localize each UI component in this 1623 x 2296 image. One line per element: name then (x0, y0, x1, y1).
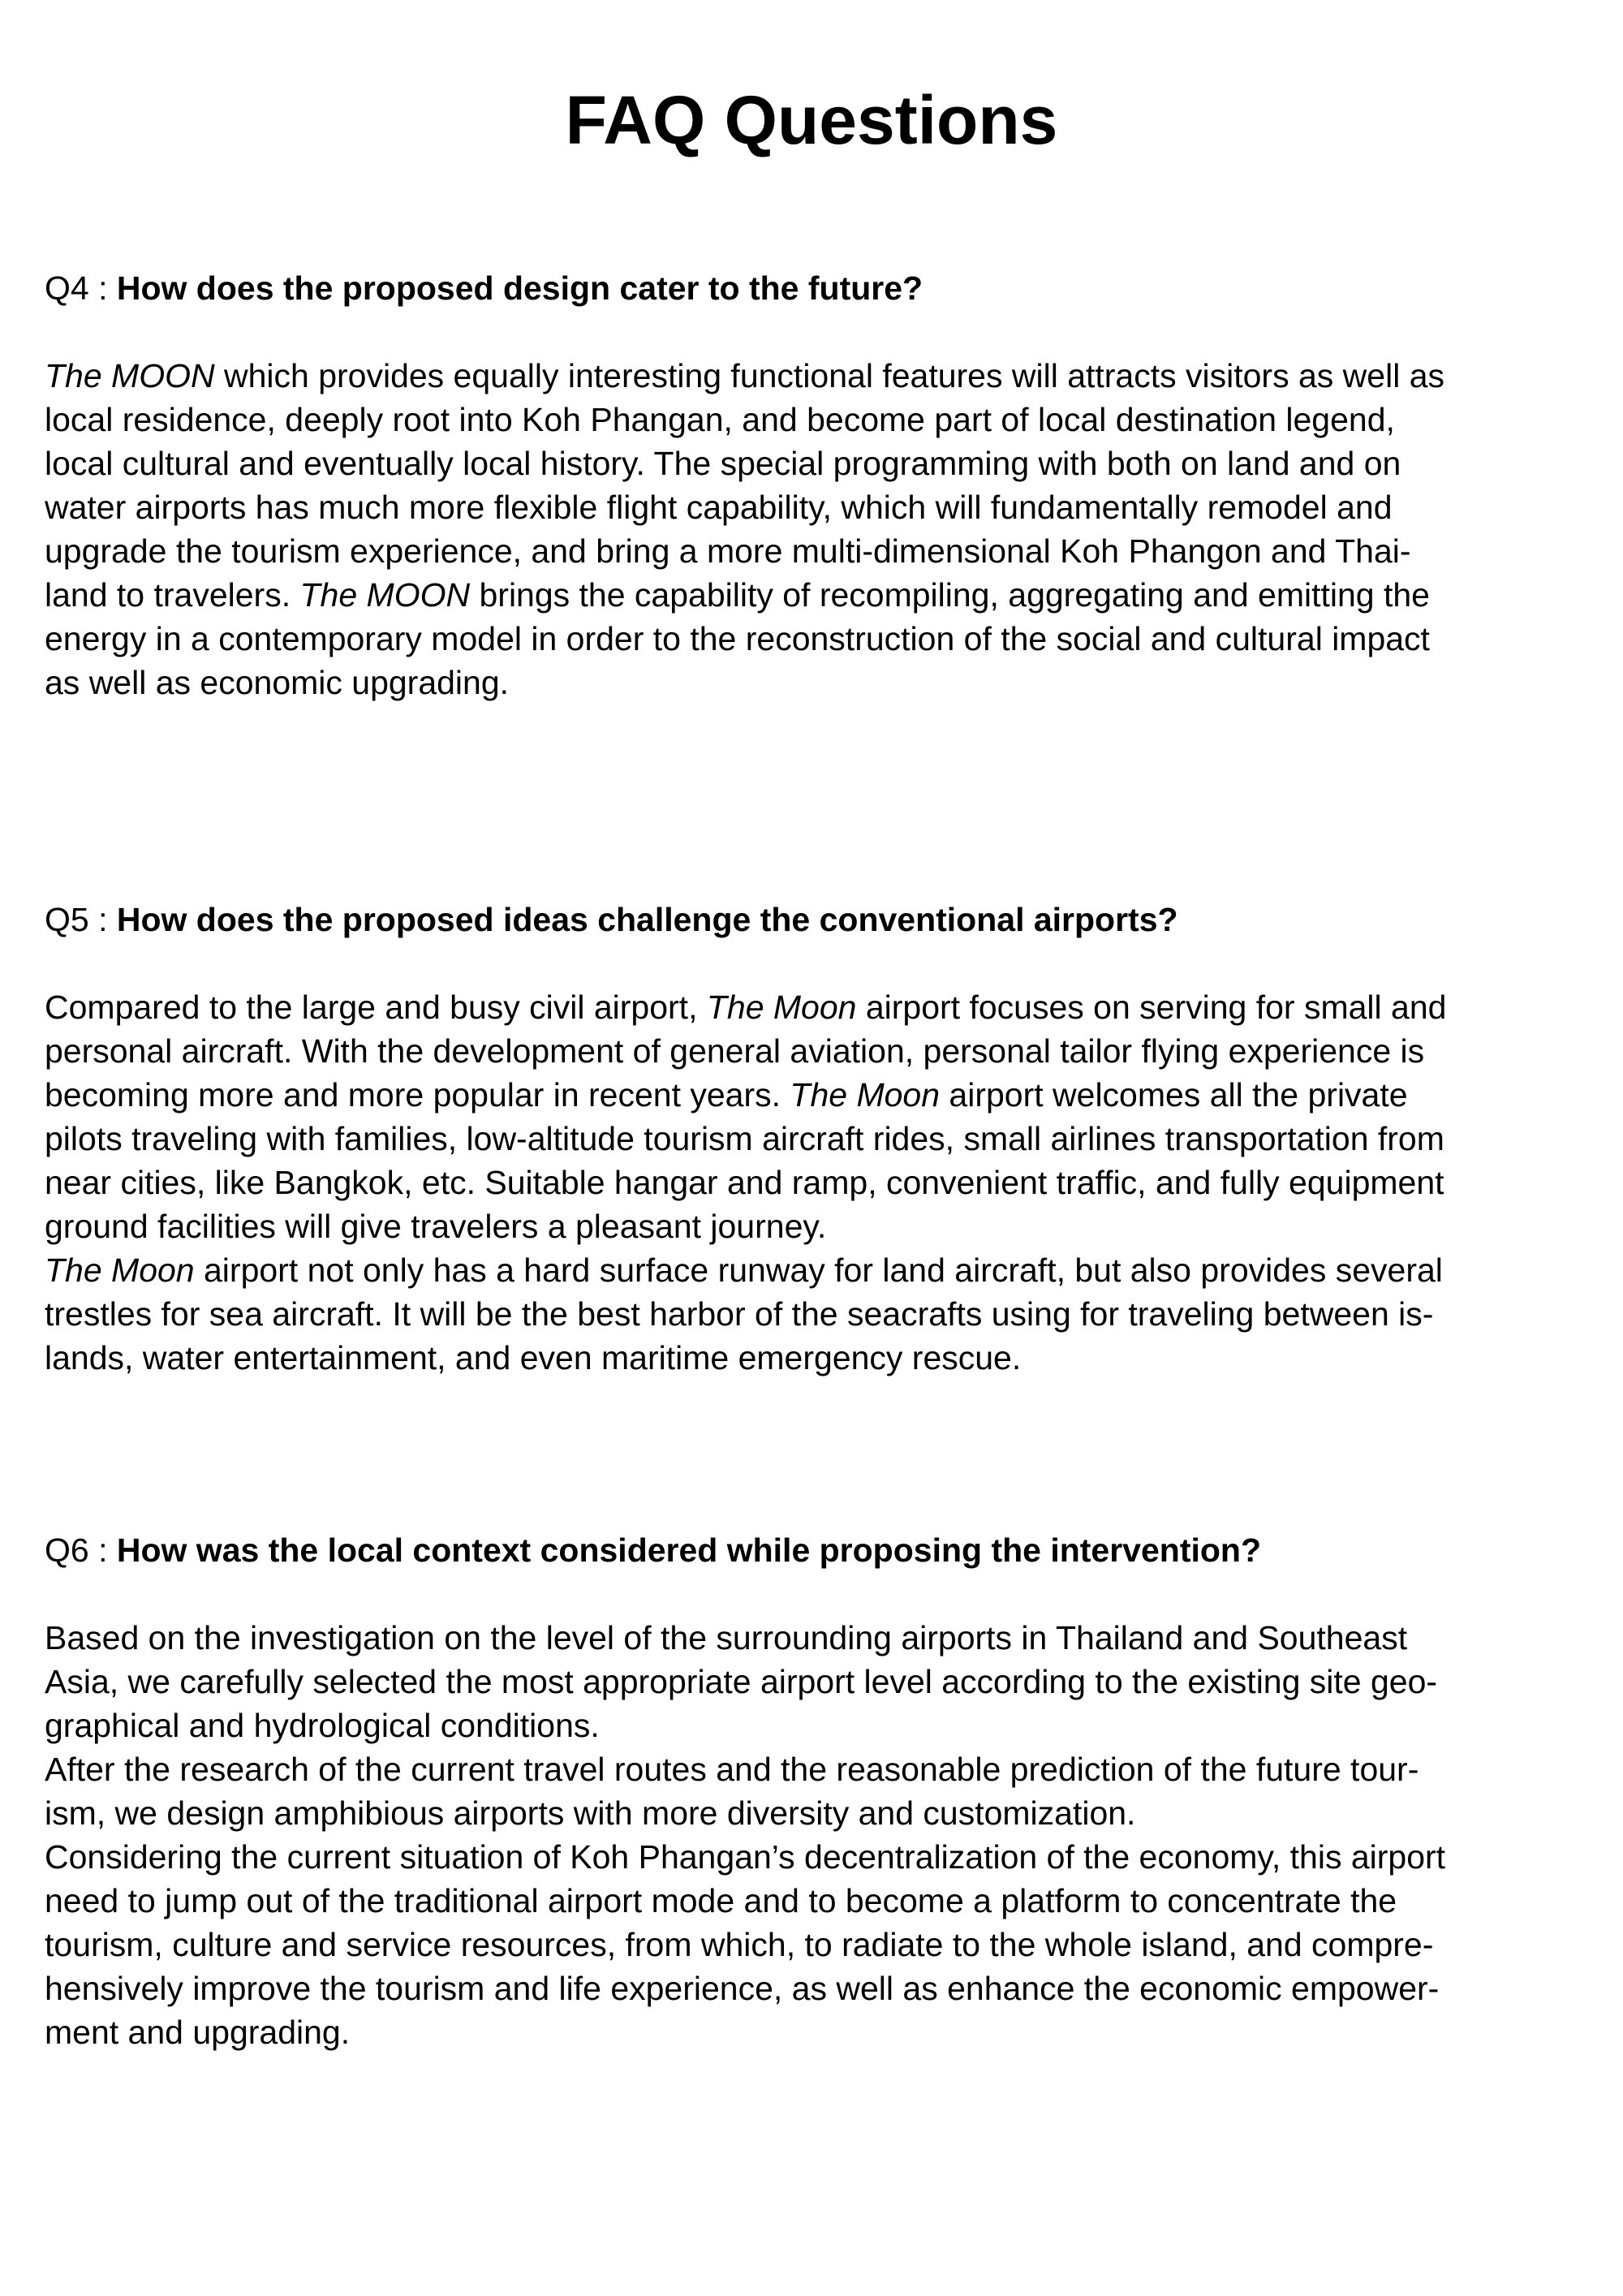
answer-text: Considering the current situation of Koh Phangan’s decentralization of the economy, this airport (45, 1838, 1446, 1876)
answer-line (45, 1336, 1603, 1380)
question-number: Q4 : (45, 269, 117, 307)
answer-line (45, 1966, 1603, 2010)
answer-text: local residence, deeply root into Koh Phangan, and become part of local destination legend, (45, 401, 1395, 438)
answer-text: energy in a contemporary model in order to the reconstruction of the social and cultural impact (45, 620, 1430, 657)
faq-item-q6 (45, 1528, 1603, 2054)
faq-answer (45, 985, 1603, 1380)
answer-text: which provides equally interesting functional features will attracts visitors as well as (214, 357, 1444, 394)
answer-italic-text: The Moon (45, 1251, 195, 1289)
answer-text: Based on the investigation on the level of the surrounding airports in Thailand and Southeast (45, 1619, 1408, 1656)
answer-text: After the research of the current travel routes and the reasonable prediction of the future tour- (45, 1751, 1419, 1788)
answer-line (45, 573, 1603, 617)
answer-line (45, 1616, 1603, 1660)
answer-text: trestles for sea aircraft. It will be the best harbor of the seacrafts using for traveling between is- (45, 1295, 1434, 1333)
answer-text: ism, we design amphibious airports with more diversity and customization. (45, 1794, 1136, 1832)
answer-text: brings the capability of recompiling, aggregating and emitting the (470, 576, 1430, 614)
answer-line (45, 485, 1603, 529)
answer-line (45, 1117, 1603, 1161)
answer-italic-text: The Moon (790, 1076, 941, 1114)
answer-line (45, 442, 1603, 485)
answer-text: airport welcomes all the private (940, 1076, 1408, 1114)
answer-italic-text: The MOON (299, 576, 471, 614)
answer-text: pilots traveling with families, low-altitude tourism aircraft rides, small airlines transportation from (45, 1120, 1444, 1157)
answer-text: Asia, we carefully selected the most appropriate airport level according to the existing site geo- (45, 1663, 1438, 1700)
faq-item-q4 (45, 266, 1603, 704)
answer-line (45, 1073, 1603, 1117)
answer-line (45, 661, 1603, 704)
answer-line (45, 354, 1603, 398)
faq-question (45, 898, 1603, 941)
answer-line (45, 985, 1603, 1029)
question-text: How does the proposed ideas challenge the conventional airports? (116, 901, 1178, 938)
answer-text: Compared to the large and busy civil airport, (45, 989, 707, 1026)
question-number: Q5 : (45, 901, 117, 938)
faq-answer (45, 1616, 1603, 2054)
answer-line (45, 1747, 1603, 1791)
answer-text: ment and upgrading. (45, 2014, 351, 2051)
answer-italic-text: The Moon (706, 989, 857, 1026)
answer-line (45, 1879, 1603, 1923)
answer-line (45, 398, 1603, 442)
answer-line (45, 1835, 1603, 1879)
answer-text: airport not only has a hard surface runway for land aircraft, but also provides several (194, 1251, 1443, 1289)
answer-text: near cities, like Bangkok, etc. Suitable hangar and ramp, convenient traffic, and fully equipment (45, 1164, 1444, 1201)
answer-line (45, 617, 1603, 661)
answer-text: lands, water entertainment, and even maritime emergency rescue. (45, 1339, 1022, 1376)
answer-line (45, 2010, 1603, 2054)
answer-text: hensively improve the tourism and life experience, as well as enhance the economic empower- (45, 1970, 1440, 2007)
answer-text: upgrade the tourism experience, and bring a more multi-dimensional Koh Phangon and Thai- (45, 532, 1411, 570)
answer-line (45, 1791, 1603, 1835)
faq-answer (45, 354, 1603, 704)
answer-italic-text: The MOON (45, 357, 215, 394)
answer-line (45, 1248, 1603, 1292)
answer-text: becoming more and more popular in recent years. (45, 1076, 790, 1114)
answer-text: need to jump out of the traditional airport mode and to become a platform to concentrate the (45, 1882, 1397, 1919)
answer-line (45, 1204, 1603, 1248)
answer-line (45, 1923, 1603, 1966)
faq-item-q5 (45, 898, 1603, 1380)
answer-text: tourism, culture and service resources, from which, to radiate to the whole island, and compre- (45, 1926, 1434, 1963)
answer-line (45, 1029, 1603, 1073)
answer-text: land to travelers. (45, 576, 300, 614)
answer-line (45, 1660, 1603, 1704)
faq-question (45, 1528, 1603, 1572)
question-text: How does the proposed design cater to the future? (116, 269, 923, 307)
answer-text: ground facilities will give travelers a pleasant journey. (45, 1208, 827, 1245)
answer-text: water airports has much more flexible flight capability, which will fundamentally remodel and (45, 489, 1393, 526)
answer-line (45, 529, 1603, 573)
answer-text: airport focuses on serving for small and (856, 989, 1447, 1026)
question-number: Q6 : (45, 1531, 117, 1569)
question-text: How was the local context considered while proposing the intervention? (116, 1531, 1262, 1569)
answer-line (45, 1161, 1603, 1204)
page-title: FAQ Questions (565, 82, 1058, 158)
answer-text: graphical and hydrological conditions. (45, 1707, 600, 1744)
answer-text: personal aircraft. With the development of general aviation, personal tailor flying experience is (45, 1032, 1425, 1070)
answer-line (45, 1292, 1603, 1336)
answer-text: as well as economic upgrading. (45, 664, 510, 701)
answer-line (45, 1704, 1603, 1747)
faq-question (45, 266, 1603, 310)
answer-text: local cultural and eventually local history. The special programming with both on land and on (45, 445, 1401, 482)
